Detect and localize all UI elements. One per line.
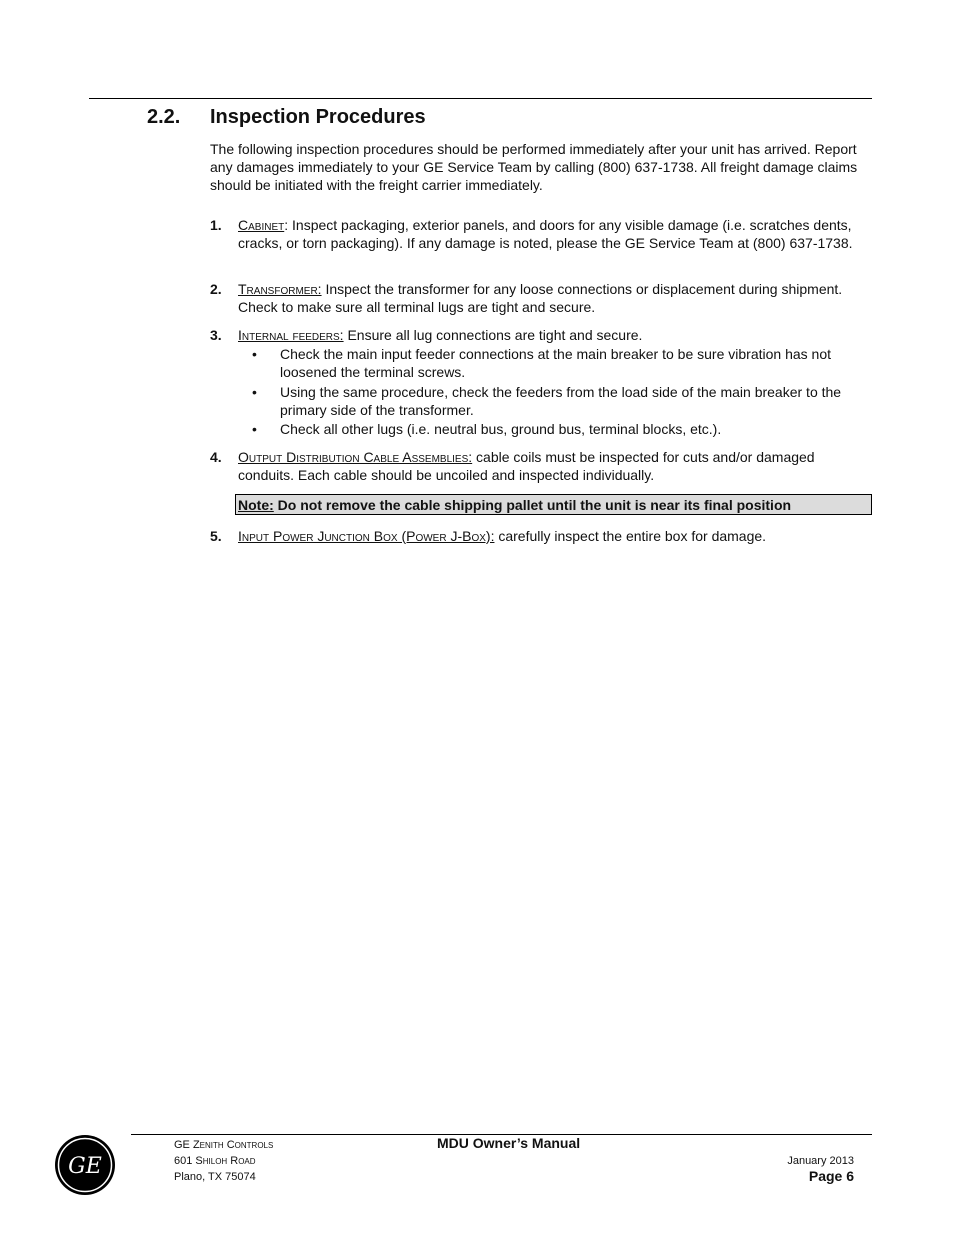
section-number: 2.2.: [147, 106, 181, 128]
item-label: Cabinet: [238, 217, 285, 233]
ge-logo-icon: [54, 1134, 116, 1196]
note-box: Note: Do not remove the cable shipping pallet until the unit is near its final position: [235, 494, 872, 515]
footer-street: 601 Shiloh Road: [174, 1155, 256, 1167]
bullet-icon: •: [252, 421, 257, 437]
footer-city: Plano, TX 75074: [174, 1171, 256, 1183]
footer-company: GE Zenith Controls: [174, 1139, 274, 1151]
footer-date: January 2013: [787, 1155, 854, 1167]
section-title: Inspection Procedures: [210, 106, 426, 128]
intro-paragraph: The following inspection procedures should be performed immediately after your unit has arrived. Report any damages immediately to your GE Service Team by calling (800) 637-1738. All freight damage claims should be initiated with the freight carrier immediately.: [210, 141, 858, 193]
item-label: Output Distribution Cable Assemblies:: [238, 449, 473, 465]
footer-manual-title: MDU Owner’s Manual: [437, 1135, 581, 1151]
item-label: Internal feeders:: [238, 327, 344, 343]
header-rule: [89, 98, 872, 99]
bullet-icon: •: [252, 384, 257, 400]
footer-page-number: Page 6: [808, 1168, 854, 1184]
item-label: Transformer:: [238, 281, 322, 297]
item-label: Input Power Junction Box (Power J-Box):: [238, 528, 495, 544]
svg-text:GE: GE: [68, 1154, 102, 1179]
bullet-icon: •: [252, 346, 257, 362]
